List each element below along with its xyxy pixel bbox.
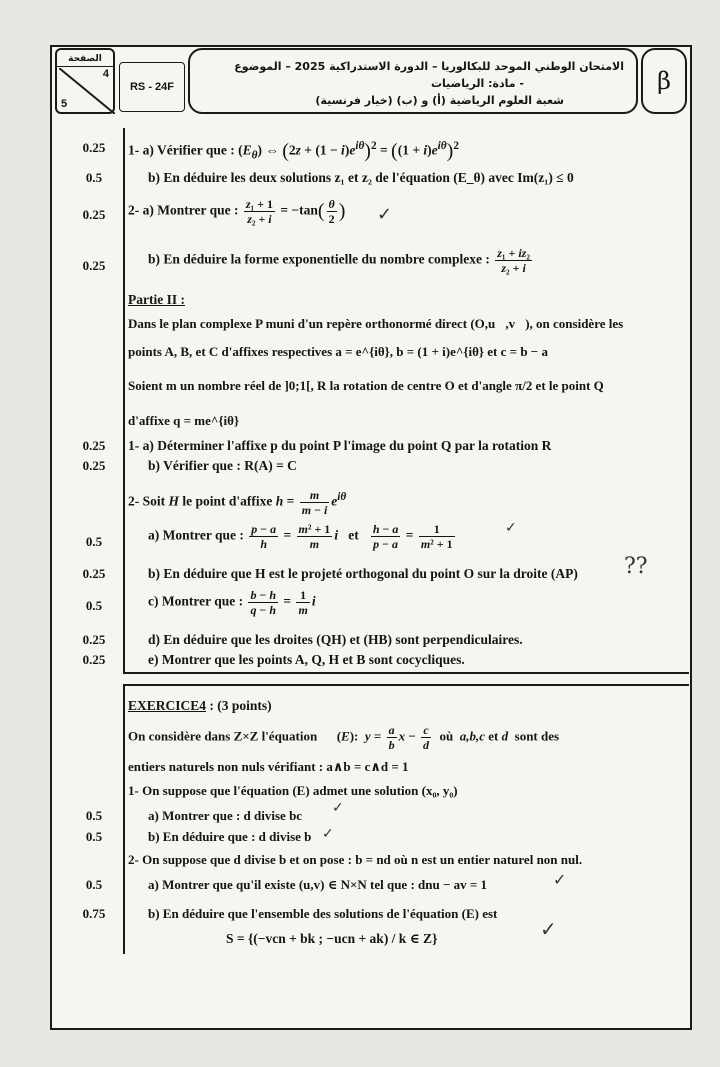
part2-intro2: points A, B, et C d'affixes respectives a = e^{iθ}, b = (1 + i)e^{iθ} et c = b − a [128, 344, 548, 359]
check-mark: ✓ [553, 870, 567, 889]
exam-title-line2: - مادة: الرياضيات [430, 77, 524, 90]
points: 0.5 [85, 808, 103, 823]
points: 0.25 [82, 258, 106, 273]
exercise4-q2a: a) Montrer que qu'il existe (u,v) ∈ N×N tel que : dnu − av = 1 [148, 877, 488, 892]
check-mark: ✓ [377, 204, 393, 225]
question-p2-1b: b) Vérifier que : R(A) = C [148, 458, 297, 473]
exercise4-title: EXERCICE4 : (3 points) [128, 698, 272, 713]
margin-line-bottom [123, 684, 125, 954]
question-p2-2b: b) En déduire que H est le projeté orthogonal du point O sur la droite (AP) [148, 566, 578, 581]
page-number: 4 [102, 68, 109, 80]
points: 0.5 [85, 829, 103, 844]
question-p2-2c: c) Montrer que : $\frac{b - h}{q - h}$ = $\frac{1}{m}$ i [148, 588, 316, 617]
exercise4-q2: 2- On suppose que d divise b et on pose : b = nd où n est un entier naturel non nul. [128, 852, 583, 867]
exercise4-q1: 1- On suppose que l'équation (E) admet une solution (x₀, y₀) [128, 783, 458, 798]
page-number-box [55, 48, 115, 114]
exam-header [55, 48, 687, 118]
question-p2-2a: a) Montrer que : $\frac{p - a}{h}$ = $\frac{\text{m² + 1}}{m}$ i et $\frac{h - a}{p - a}$ = $\frac{1}{\text{m² + 1}}$ [148, 522, 453, 551]
question-p2-2: 2- Soit H le point d'affixe h = $\frac{m}{m - i}$ $e^{i\theta}$ [128, 488, 347, 517]
part2-intro4: d'affixe q = me^{iθ} [128, 413, 240, 428]
points: 0.5 [85, 170, 103, 185]
question-p2-2d: d) En déduire que les droites (QH) et (HB) sont perpendiculaires. [148, 632, 523, 647]
part2-intro1: Dans le plan complexe P muni d'un repère orthonormé direct (O,u⃗,v⃗), on considère les [128, 316, 624, 331]
part2-title: Partie II : [128, 292, 185, 307]
page-total: 5 [61, 98, 68, 110]
exercise4-q2b: b) En déduire que l'ensemble des solutions de l'équation (E) est [148, 906, 498, 921]
points: 0.25 [82, 566, 106, 581]
beta-box: β [641, 48, 687, 114]
check-mark: ✓ [540, 917, 557, 941]
points: 0.25 [82, 438, 106, 453]
part2-intro3: Soient m un nombre réel de ]0;1[, R la rotation de centre O et d'angle π/2 et le point Q [128, 378, 604, 393]
question-2a: 2- a) Montrer que : $\frac{\text{z₁ + 1}}{\text{z₂ + i}}$ = −tan( $\frac{\theta}{2}$ ) [128, 197, 346, 226]
check-mark: ✓ [505, 520, 517, 536]
points: 0.75 [82, 906, 106, 921]
question-number: 1- [128, 142, 140, 158]
question-2b: b) En déduire la forme exponentielle du nombre complexe : $\frac{\text{z₁ + iz₂}}{\text{z₂ + i}}$ [148, 246, 530, 275]
points: 0.25 [82, 458, 106, 473]
margin-line-top [123, 128, 125, 672]
question-p2-2e: e) Montrer que les points A, Q, H et B sont cocycliques. [148, 652, 465, 667]
points: 0.25 [82, 632, 106, 647]
separator-line [123, 672, 689, 674]
exam-title-line3: شعبة العلوم الرياضية (أ) و (ب) (خيار فرنسية) [315, 94, 564, 107]
points: 0.25 [82, 140, 106, 155]
points: 0.25 [82, 207, 106, 222]
question-1b: b) En déduire les deux solutions z₁ et z₂ de l'équation (E_θ) avec Im(z₁) ≤ 0 [148, 170, 574, 185]
points: 0.25 [82, 652, 106, 667]
page-label: الصفحة [57, 52, 113, 67]
exam-code: RS - 24F [119, 62, 185, 112]
check-mark: ✓ [322, 826, 334, 842]
exercise4-q1b: b) En déduire que : d divise b [148, 829, 312, 844]
exercise4-top-line [123, 684, 689, 686]
exercise4-q1a: a) Montrer que : d divise bc [148, 808, 303, 823]
points: 0.5 [85, 877, 103, 892]
exam-title-box [188, 48, 638, 114]
question-p2-1a: 1- a) Déterminer l'affixe p du point P l'image du point Q par la rotation R [128, 438, 552, 453]
points: 0.5 [85, 534, 103, 549]
exercise4-intro2: entiers naturels non nuls vérifiant : a∧b = c∧d = 1 [128, 759, 409, 774]
points: 0.5 [85, 598, 103, 613]
check-mark: ✓ [332, 800, 344, 816]
exercise4-intro1: On considère dans Z×Z l'équation (E): y = $\frac{a}{b}$ x − $\frac{c}{d}$ où a,b,c et d sont des [128, 723, 560, 752]
question-1a: 1- a) Vérifier que : $(E_\theta)$ ⇔ $(2z + (1 - i)e^{i\theta})^2 = ((1 + i)e^{i\theta})^2$ [128, 140, 459, 162]
question-marks-annotation: ?? [624, 554, 648, 579]
solution-set: S = {(−vcn + bk ; −ucn + ak) / k ∈ Z} [226, 931, 438, 946]
exam-title-line1: الامتحان الوطني الموحد للبكالوريا – الدورة الاستدراكية 2025 – الموضوع [234, 60, 624, 73]
